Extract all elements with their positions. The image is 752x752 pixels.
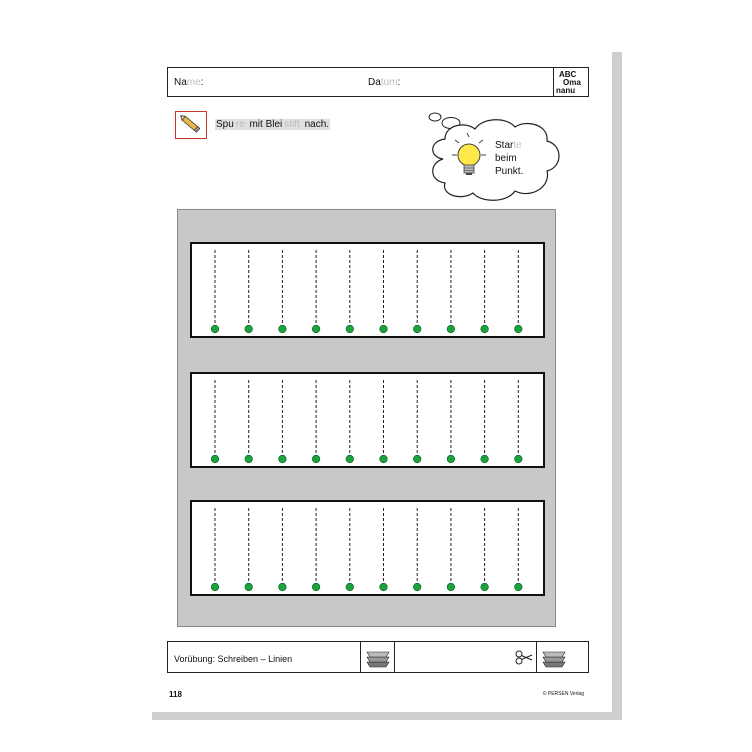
strip-lines xyxy=(192,374,543,466)
start-dot xyxy=(245,325,253,333)
start-dot xyxy=(515,455,523,463)
start-dot xyxy=(515,583,523,591)
start-dot xyxy=(413,583,421,591)
start-dot xyxy=(279,455,287,463)
pencil-icon xyxy=(175,111,207,139)
start-dot xyxy=(481,325,489,333)
start-dot xyxy=(413,325,421,333)
start-dot xyxy=(279,583,287,591)
tracing-strip[interactable] xyxy=(190,242,545,338)
start-dot xyxy=(211,325,219,333)
tray-icon xyxy=(536,642,571,672)
worksheet-header xyxy=(167,67,589,97)
scissors-icon xyxy=(514,646,534,673)
start-dot xyxy=(481,583,489,591)
abc-oma-nanu-logo: ABC Oma nanu xyxy=(553,68,588,97)
start-dot xyxy=(515,325,523,333)
start-dot xyxy=(245,583,253,591)
copyright: © PERSEN Verlag xyxy=(542,691,584,697)
hint-text: Starte beim Punkt. xyxy=(495,140,524,177)
worksheet-page xyxy=(145,45,612,712)
start-dot xyxy=(312,455,320,463)
worksheet-title: Vorübung: Schreiben – Linien xyxy=(174,654,293,664)
footer-divider xyxy=(394,642,395,672)
start-dot xyxy=(211,455,219,463)
strip-lines xyxy=(192,244,543,336)
page-number: 118 xyxy=(169,690,182,699)
start-dot xyxy=(312,325,320,333)
strip-lines xyxy=(192,502,543,594)
worksheet-footer xyxy=(167,641,589,673)
start-dot xyxy=(346,583,354,591)
start-dot xyxy=(346,325,354,333)
exercise-panel xyxy=(177,209,556,627)
instruction-text: Spu re mit Blei stift nach. xyxy=(216,119,330,130)
start-dot xyxy=(447,325,455,333)
start-dot xyxy=(346,455,354,463)
start-dot xyxy=(447,455,455,463)
start-dot xyxy=(279,325,287,333)
date-field[interactable]: Datum: xyxy=(368,77,401,88)
tracing-strip[interactable] xyxy=(190,500,545,596)
start-dot xyxy=(380,325,388,333)
start-dot xyxy=(481,455,489,463)
start-dot xyxy=(447,583,455,591)
start-dot xyxy=(380,455,388,463)
name-field[interactable]: Name: xyxy=(174,77,204,88)
start-dot xyxy=(211,583,219,591)
tracing-strip[interactable] xyxy=(190,372,545,468)
thought-cloud xyxy=(423,107,563,205)
start-dot xyxy=(380,583,388,591)
start-dot xyxy=(245,455,253,463)
tray-icon xyxy=(360,642,395,672)
start-dot xyxy=(413,455,421,463)
start-dot xyxy=(312,583,320,591)
